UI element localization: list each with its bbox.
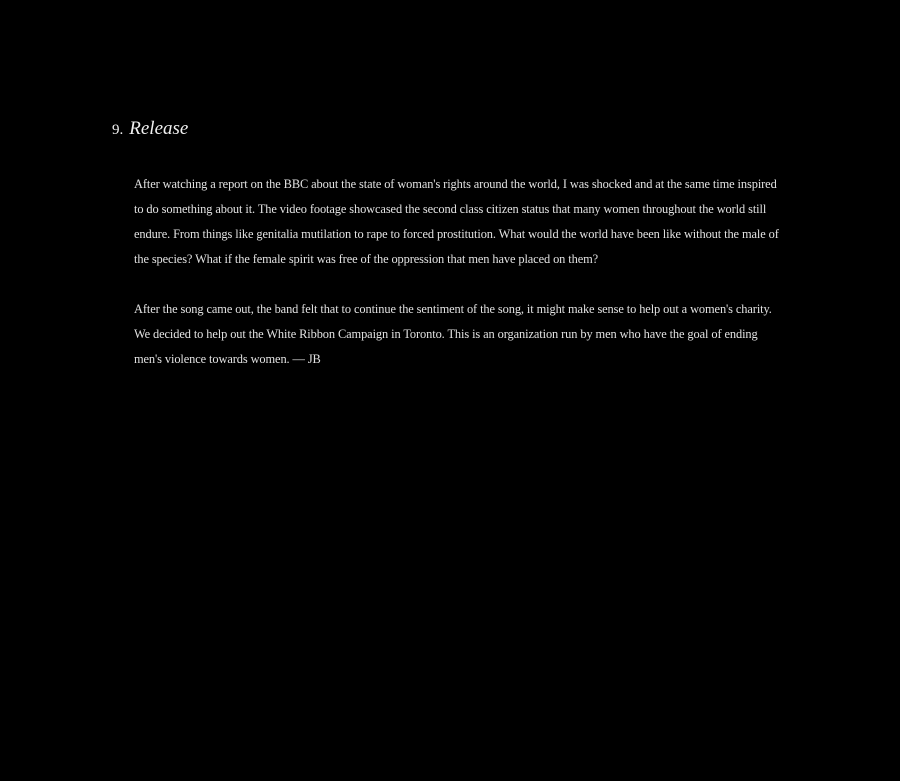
entry-title: Release bbox=[129, 118, 189, 139]
entry-number: 9. bbox=[112, 122, 124, 138]
entry-body bbox=[134, 172, 779, 397]
entry-paragraph-1: After watching a report on the BBC about the state of woman's rights around the world, I was shocked and at the same time inspired to do something about it. The video footage showcased the second class citizen status that many women throughout the world still endure. From things like genitalia mutilation to rape to forced prostitution. What would the world have been like without the male of the species? What if the female spirit was free of the oppression that men have placed on them? bbox=[134, 177, 779, 266]
entry-paragraph-2: After the song came out, the band felt that to continue the sentiment of the song, it might make sense to help out a women's charity. We decided to help out the White Ribbon Campaign in Toronto. This is an organization run by men who have the goal of ending men's violence towards women. — JB bbox=[134, 302, 772, 366]
entry-heading bbox=[112, 118, 188, 140]
